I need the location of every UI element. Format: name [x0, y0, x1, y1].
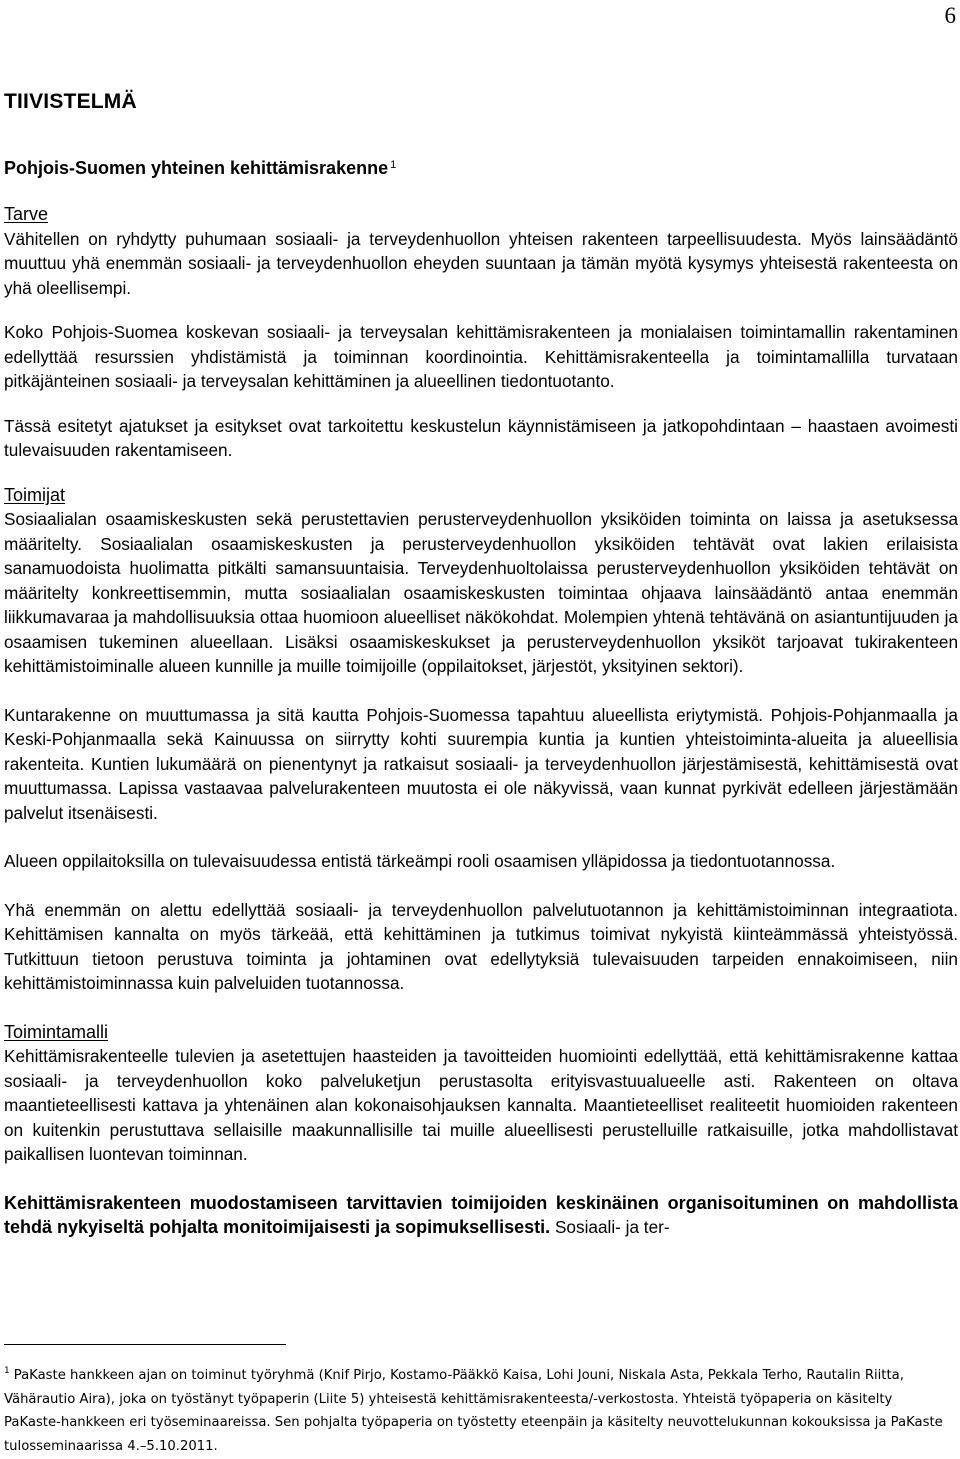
footnote-separator: [4, 1344, 286, 1345]
closing-bold-text: Kehittämisrakenteen muodostamiseen tarvittavien toimijoiden keskinäinen organisoituminen on mahdollista tehdä nykyiseltä pohjalta monitoimijaisesti ja sopimuksellisesti.: [4, 1192, 958, 1237]
footnote-text: PaKaste hankkeen ajan on toiminut työryhmä (Knif Pirjo, Kostamo-Pääkkö Kaisa, Lohi Jouni, Niskala Asta, Pekkala Terho, Rautalin Riitta, Vähärautio Aira), joka on työstänyt työpaperin (Liite 5) yhteisestä kehittämisrakenteesta/-verkostosta. Yhteistä työpaperia on käsitelty PaKaste-hankkeen eri työseminaareissa. Sen pohjalta työpaperia on työstetty eteenpäin ja käsitelty neuvottelukunnan kokouksissa ja PaKaste tulosseminaarissa 4.–5.10.2011.: [4, 1368, 943, 1454]
section-heading-toimijat: Toimijat: [4, 484, 66, 505]
paragraph: Yhä enemmän on alettu edellyttää sosiaali- ja terveydenhuollon palvelutuotannon ja kehittämistoiminnan integraatiota. Kehittämisen kannalta on myös tärkeää, että kehittäminen ja tutkimus toimivat nykyistä kiinteämmässä yhteistyössä. Tutkittuun tietoon perustuva toiminta ja johtaminen ovat edellytyksiä tulevaisuuden tarpeiden ennakoimiseen, niin kehittämistoiminnassa kuin palveluiden tuotannossa.: [4, 899, 958, 993]
footnote-ref: 1: [4, 1366, 10, 1376]
section-heading-toimintamalli: Toimintamalli: [4, 1021, 109, 1042]
paragraph: Kehittämisrakenteelle tulevien ja asetettujen haasteiden ja tavoitteiden huomiointi edellyttää, että kehittämisrakenne kattaa sosiaali- ja terveydenhuollon koko palveluketjun perustasolta erityisvastuualueelle asti. Rakenteen on oltava maantieteellisesti kattava ja yhtenäinen alan kokonaisohjauksen kannalta. Maantieteelliset realiteetit huomioiden rakenteen on kuitenkin perustuttava sellaisille maakunnallisille tai muille alueellisesti perustelluille ratkaisuille, jotka mahdollistavat paikallisen luontevan toiminnan.: [4, 1046, 958, 1164]
document-subtitle: [4, 152, 958, 181]
paragraph: Alueen oppilaitoksilla on tulevaisuudessa entistä tärkeämpi rooli osaamisen ylläpidossa ja tiedontuotannossa.: [4, 851, 836, 871]
paragraph: Vähitellen on ryhdytty puhumaan sosiaali- ja terveydenhuollon yhteisen rakenteen tarpeellisuudesta. Myös lainsäädäntö muuttuu yhä enemmän sosiaali- ja terveydenhuollon eheyden suuntaan ja tämän myötä kysymys yhteisestä rakenteesta on yhä oleellisempi.: [4, 228, 958, 298]
paragraph: Sosiaalialan osaamiskeskusten sekä perustettavien perusterveydenhuollon yksiköiden toiminta on laissa ja asetuksessa määritelty. Sosiaalialan osaamiskeskusten ja perusterveydenhuollon yksiköiden tehtävät ovat lakien erilaisista sanamuodoista huolimatta pitkälti samansuuntaisia. Terveydenhuoltolaissa perusterveydenhuollon yksiköiden tehtävät on määritelty konkreettisemmin, mutta sosiaalialan osaamiskeskusten toimintaa ohjaava lainsäädäntö antaa enemmän liikkumavaraa ja mahdollisuuksia ottaa huomioon alueelliset näkökohdat. Molempien yhtenä tehtävänä on asiantuntijuuden ja osaamisen tukeminen alueellaan. Lisäksi osaamiskeskukset ja perusterveydenhuollon yksiköt tarjoavat tukirakenteen kehittämistoiminalle alueen kunnille ja muille toimijoille (oppilaitokset, järjestöt, yksityinen sektori).: [4, 509, 958, 676]
paragraph: Kuntarakenne on muuttumassa ja sitä kautta Pohjois-Suomessa tapahtuu alueellista eriytymistä. Pohjois-Pohjanmaalla ja Keski-Pohjanmaalla sekä Kainuussa on siirrytty kohti suurempia kuntia ja kuntien yhteistoiminta-alueita ja alueellisia rakenteita. Kuntien lukumäärä on pienentynyt ja ratkaisut sosiaali- ja terveydenhuollon järjestämisestä, kehittämisestä ovat muuttumassa. Lapissa vastaavaa palvelurakenteen muutosta ei ole näkyvissä, vaan kunnat pyrkivät edelleen järjestämään palvelut itsenäisesti.: [4, 704, 958, 823]
section-heading-tarve: Tarve: [4, 204, 49, 224]
document-body: [4, 86, 958, 1240]
closing-paragraph: [4, 1191, 958, 1240]
subtitle-text: Pohjois-Suomen yhteinen kehittämisrakenne: [4, 158, 389, 178]
subtitle-footnote-ref[interactable]: 1: [390, 159, 397, 171]
paragraph: Koko Pohjois-Suomea koskevan sosiaali- ja terveysalan kehittämisrakenteen ja monialaisen toimintamallin rakentaminen edellyttää resurssien yhdistämistä ja toiminnan koordinointia. Kehittämisrakenteella ja toimintamallilla turvataan pitkäjänteinen sosiaali- ja terveysalan kehittäminen ja alueellinen tiedontuotanto.: [4, 322, 958, 391]
page-number: 6: [944, 3, 956, 28]
footnote: [4, 1360, 952, 1458]
document-title: TIIVISTELMÄ: [4, 90, 137, 113]
paragraph: Tässä esitetyt ajatukset ja esitykset ovat tarkoitettu keskustelun käynnistämiseen ja jatkopohdintaan – haastaen avoimesti tulevaisuuden rakentamiseen.: [4, 415, 958, 460]
closing-tail-text: Sosiaali- ja ter-: [550, 1217, 670, 1237]
